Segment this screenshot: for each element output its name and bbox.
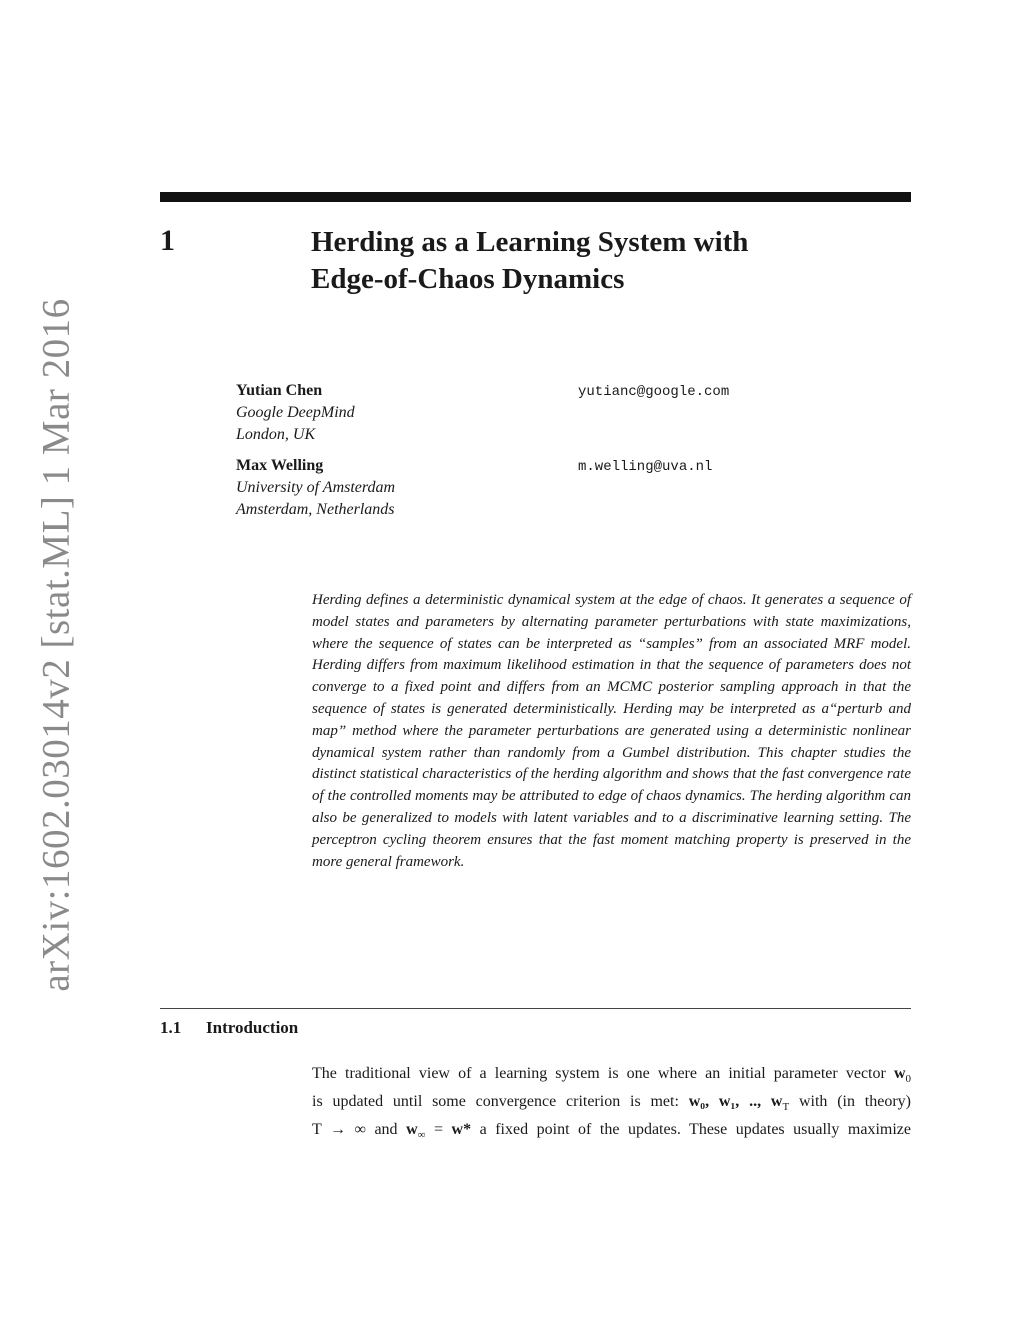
- math-subscript: T: [782, 1101, 790, 1114]
- section-heading: [160, 1018, 298, 1038]
- section-title: Introduction: [206, 1018, 299, 1037]
- introduction-paragraph: [312, 1063, 911, 1147]
- math-symbol: w: [893, 1065, 906, 1082]
- author-block-2: [236, 455, 836, 521]
- math-symbol: w*: [451, 1120, 472, 1138]
- intro-line-3: [312, 1119, 911, 1147]
- chapter-title-line-2: Edge-of-Chaos Dynamics: [311, 263, 625, 295]
- section-number: 1.1: [160, 1018, 182, 1037]
- author-name: Yutian Chen: [236, 382, 323, 399]
- text-run: =: [425, 1120, 452, 1138]
- math-symbol: w₀, w₁, .., w: [688, 1092, 783, 1110]
- math-subscript: ∞: [417, 1129, 426, 1142]
- intro-line-2: [312, 1091, 911, 1119]
- chapter-title: [311, 224, 911, 298]
- author-location: London, UK: [236, 426, 316, 443]
- math-symbol: w: [406, 1120, 418, 1138]
- author-email-link[interactable]: m.welling@uva.nl: [578, 459, 713, 475]
- text-run: The traditional view of a learning system is one where an initial parameter vector: [312, 1065, 894, 1082]
- author-location: Amsterdam, Netherlands: [236, 501, 395, 518]
- author-block-1: [236, 380, 836, 446]
- text-run: with (in theory): [789, 1092, 912, 1110]
- abstract-paragraph: Herding defines a deterministic dynamical system at the edge of chaos. It generates a sequence of model states and parameters by alternating parameter perturbations with state maximizations, where the sequence of states can be interpreted as “samples” from an associated MRF model. Herding differs from maximum likelihood estimation in that the sequence of parameters does not converge to a fixed point and differs from an MCMC posterior sampling approach in that the sequence of states is generated deterministically. Herding may be interpreted as a“perturb and map” method where the parameter perturbations are generated using a deterministic nonlinear dynamical system rather than randomly from a Gumbel distribution. This chapter studies the distinct statistical characteristics of the herding algorithm and shows that the fast convergence rate of the controlled moments may be attributed to edge of chaos dynamics. The herding algorithm can also be generalized to models with latent variables and to a discriminative learning setting. The perceptron cycling theorem ensures that the fast moment matching property is preserved in the more general framework.: [312, 592, 911, 870]
- arxiv-identifier-stamp: arXiv:1602.03014v2 [stat.ML] 1 Mar 2016: [34, 298, 78, 992]
- author-name: Max Welling: [236, 457, 324, 474]
- text-run: is updated until some convergence criterion is met:: [312, 1092, 689, 1110]
- math-subscript: 0: [905, 1073, 911, 1086]
- chapter-number: 1: [160, 224, 175, 257]
- author-affiliation: Google DeepMind: [236, 404, 355, 421]
- intro-line-1: [312, 1063, 911, 1091]
- text-run: a fixed point of the updates. These updates usually maximize: [471, 1120, 911, 1138]
- author-affiliation: University of Amsterdam: [236, 479, 396, 496]
- text-run: T → ∞ and: [312, 1120, 407, 1138]
- author-email-link[interactable]: yutianc@google.com: [578, 384, 730, 400]
- section-divider: [160, 1008, 911, 1009]
- chapter-top-rule: [160, 192, 911, 202]
- chapter-title-line-1: Herding as a Learning System with: [311, 226, 749, 258]
